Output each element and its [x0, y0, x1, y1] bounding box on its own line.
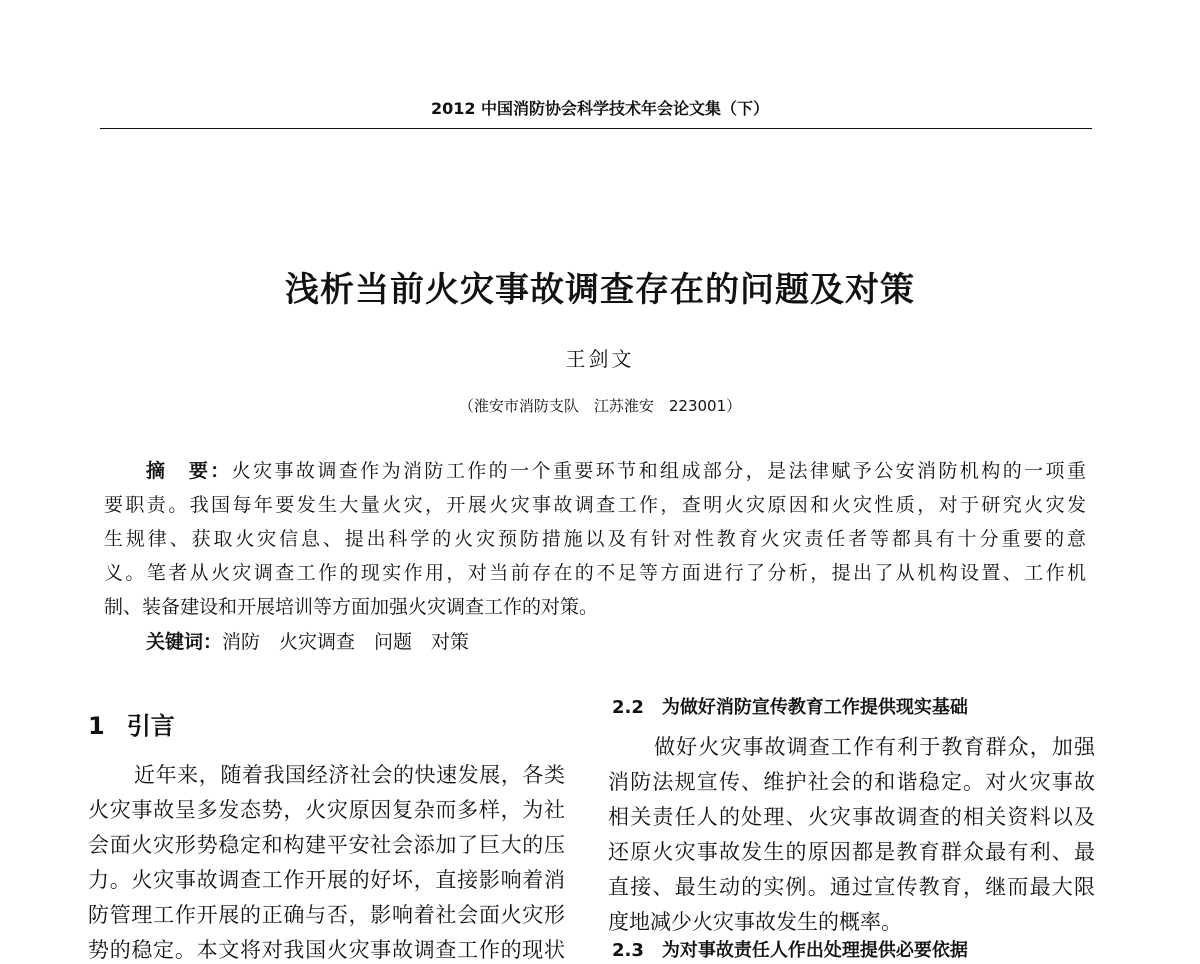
author: 王剑文	[565, 347, 635, 371]
body-line: 相关责任人的处理、火灾事故调查的相关资料以及	[608, 805, 1095, 829]
abstract-line: 要职责。我国每年要发生大量火灾，开展火灾事故调查工作，查明火灾原因和火灾性质，对于研究火灾发	[104, 494, 1086, 516]
body-line: 消防法规宣传、维护社会的和谐稳定。对火灾事故	[608, 770, 1095, 794]
body-line: 力。火灾事故调查工作开展的好坏，直接影响着消	[88, 868, 565, 892]
body-line: 势的稳定。本文将对我国火灾事故调查工作的现状	[88, 938, 565, 962]
abstract-line: 摘 要：火灾事故调查作为消防工作的一个重要环节和组成部分，是法律赋予公安消防机构的一项重	[146, 460, 1086, 482]
body-line: 近年来，随着我国经济社会的快速发展，各类	[134, 763, 565, 787]
running-header: 2012 中国消防协会科学技术年会论文集（下）	[430, 99, 770, 118]
subsection-heading: 2.3 为对事故责任人作出处理提供必要依据	[612, 940, 968, 961]
body-line: 直接、最生动的实例。通过宣传教育，继而最大限	[608, 875, 1095, 899]
abstract-line: 义。笔者从火灾调查工作的现实作用，对当前存在的不足等方面进行了分析，提出了从机构设置、工作机	[104, 562, 1086, 584]
body-line: 还原火灾事故发生的原因都是教育群众最有利、最	[608, 840, 1095, 864]
abstract-line: 生规律、获取火灾信息、提出科学的火灾预防措施以及有针对性教育火灾责任者等都具有十分重要的意	[104, 528, 1086, 550]
abstract-line: 制、装备建设和开展培训等方面加强火灾调查工作的对策。	[104, 596, 599, 618]
subsection-heading: 2.2 为做好消防宣传教育工作提供现实基础	[612, 697, 968, 718]
body-line: 防管理工作开展的正确与否，影响着社会面火灾形	[88, 903, 565, 927]
body-line: 会面火灾形势稳定和构建平安社会添加了巨大的压	[88, 833, 565, 857]
body-line: 火灾事故呈多发态势，火灾原因复杂而多样，为社	[88, 798, 565, 822]
body-line: 度地减少火灾事故发生的概率。	[608, 910, 902, 934]
paper-title: 浅析当前火灾事故调查存在的问题及对策	[285, 270, 915, 310]
keywords	[104, 627, 1086, 654]
keywords-value: 消防 火灾调查 问题 对策	[222, 631, 470, 653]
body-line: 做好火灾事故调查工作有利于教育群众，加强	[654, 735, 1095, 759]
header-rule	[100, 128, 1092, 129]
section-heading: 1 引言	[88, 712, 175, 740]
keywords-label: 关键词：	[146, 631, 223, 653]
affiliation: （淮安市消防支队 江苏淮安 223001）	[458, 397, 742, 415]
abstract-label: 摘 要：	[146, 460, 232, 482]
